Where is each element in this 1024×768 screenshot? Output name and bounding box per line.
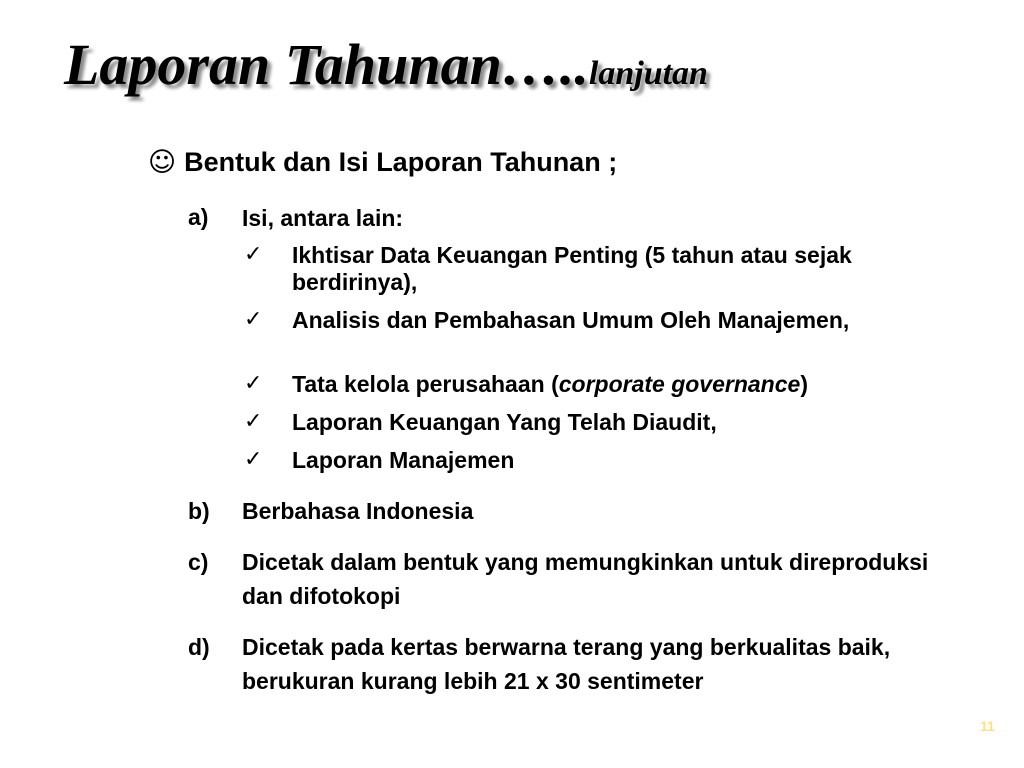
- slide-title: [64, 30, 708, 109]
- item-b-letter: b): [188, 498, 210, 524]
- subitem-4: Laporan Keuangan Yang Telah Diaudit,: [292, 409, 717, 435]
- slide-number: 11: [980, 718, 995, 734]
- slide-title-suffix: lanjutan: [588, 55, 708, 92]
- subitem-2: Analisis dan Pembahasan Umum Oleh Manajemen,: [292, 307, 850, 333]
- item-c-text: Dicetak dalam bentuk yang memungkinkan untuk direproduksi dan difotokopi: [242, 549, 929, 609]
- item-d-text: Dicetak pada kertas berwarna terang yang berkualitas baik, berukuran kurang lebih 21 x 30 sentimeter: [242, 634, 891, 694]
- check-icon: ✓: [244, 409, 263, 434]
- check-icon: ✓: [244, 242, 263, 267]
- check-icon: ✓: [244, 371, 263, 396]
- section-heading-text: Bentuk dan Isi Laporan Tahunan ;: [184, 147, 618, 177]
- item-b-text: Berbahasa Indonesia: [242, 498, 474, 524]
- subitem-3-italic: corporate governance: [558, 371, 801, 397]
- item-a-letter: a): [188, 204, 209, 230]
- item-c-letter: c): [188, 549, 209, 575]
- item-a-text: Isi, antara lain:: [242, 205, 404, 231]
- slide-title-main: Laporan Tahunan…..: [64, 32, 589, 97]
- item-d-letter: d): [188, 634, 210, 660]
- subitem-1: Ikhtisar Data Keuangan Penting (5 tahun atau sejak berdirinya),: [292, 242, 852, 295]
- subitem-5: Laporan Manajemen: [292, 447, 515, 473]
- section-heading: [148, 140, 617, 185]
- check-icon: ✓: [244, 307, 263, 332]
- smiley-icon: ☺: [148, 147, 177, 178]
- check-icon: ✓: [244, 447, 263, 472]
- subitem-3: Tata kelola perusahaan (corporate governance): [292, 371, 808, 397]
